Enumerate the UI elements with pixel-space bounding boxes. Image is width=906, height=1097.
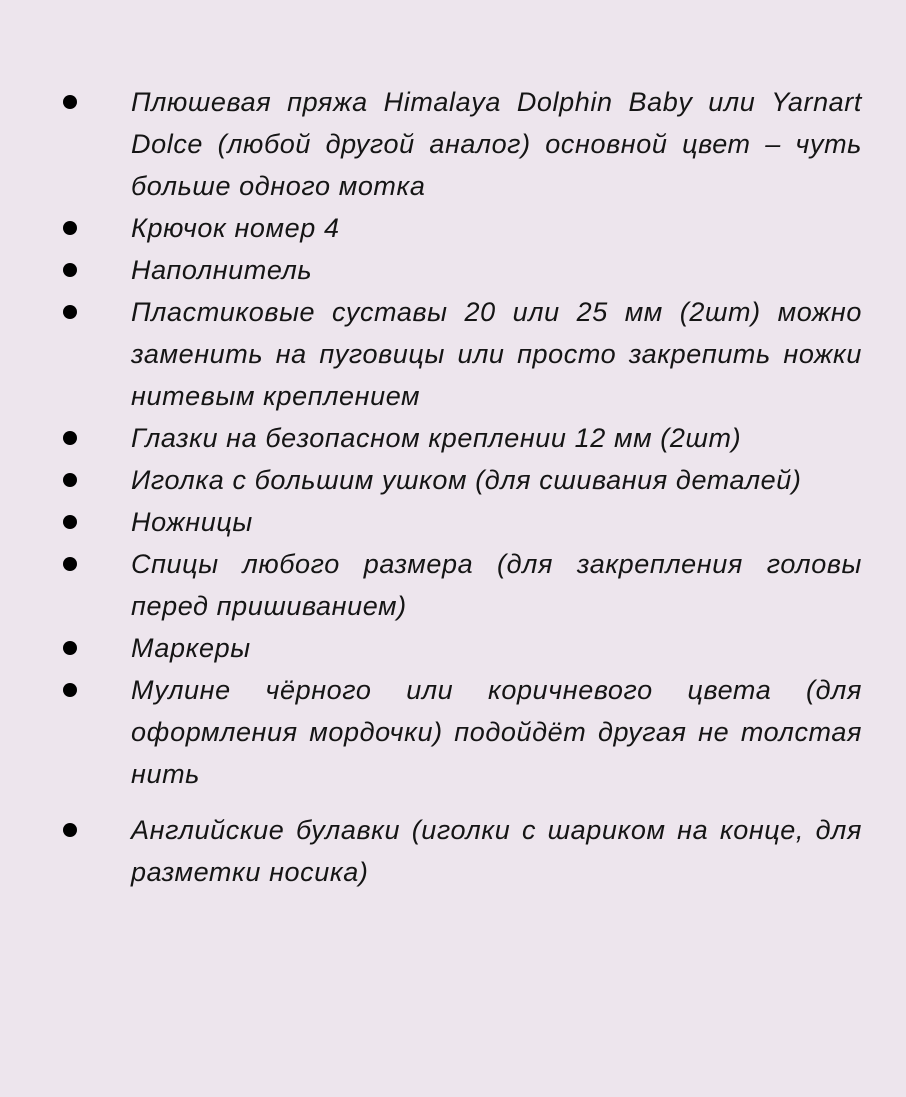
list-item-pins: [0, 809, 906, 893]
bullet-icon: [63, 473, 77, 487]
list-item-text: Плюшевая пряжа Himalaya Dolphin Baby или Yarnart Dolce (любой другой аналог) основной цвет – чуть больше одного мотка: [131, 87, 862, 201]
list-item-text: Глазки на безопасном креплении 12 мм (2шт): [131, 423, 742, 453]
bullet-icon: [63, 515, 77, 529]
list-item-text: Наполнитель: [131, 255, 313, 285]
bullet-icon: [63, 641, 77, 655]
list-item-needle: [0, 459, 906, 501]
list-item-text: Маркеры: [131, 633, 251, 663]
list-item-joints: [0, 291, 906, 417]
list-item-markers: [0, 627, 906, 669]
list-item-text: Мулине чёрного или коричневого цвета (для оформления мордочки) подойдёт другая не толстая нить: [131, 675, 862, 789]
bullet-icon: [63, 683, 77, 697]
bullet-icon: [63, 823, 77, 837]
list-item-text: Иголка с большим ушком (для сшивания деталей): [131, 465, 802, 495]
list-item-eyes: [0, 417, 906, 459]
list-item-text: Спицы любого размера (для закрепления головы перед пришиванием): [131, 549, 862, 621]
bullet-icon: [63, 95, 77, 109]
bullet-icon: [63, 263, 77, 277]
list-item-text: Ножницы: [131, 507, 253, 537]
list-item-text: Крючок номер 4: [131, 213, 340, 243]
list-item-text: Английские булавки (иголки с шариком на конце, для разметки носика): [131, 815, 862, 887]
list-item-filler: [0, 249, 906, 291]
list-item-yarn: [0, 81, 906, 207]
list-item-scissors: [0, 501, 906, 543]
list-item-text: Пластиковые суставы 20 или 25 мм (2шт) можно заменить на пуговицы или просто закрепить ножки нитевым креплением: [131, 297, 862, 411]
bullet-icon: [63, 305, 77, 319]
list-item-knitting-needles: [0, 543, 906, 627]
list-item-floss: [0, 669, 906, 795]
list-item-hook: [0, 207, 906, 249]
bullet-icon: [63, 221, 77, 235]
bullet-icon: [63, 431, 77, 445]
bullet-icon: [63, 557, 77, 571]
materials-list: [0, 81, 906, 893]
